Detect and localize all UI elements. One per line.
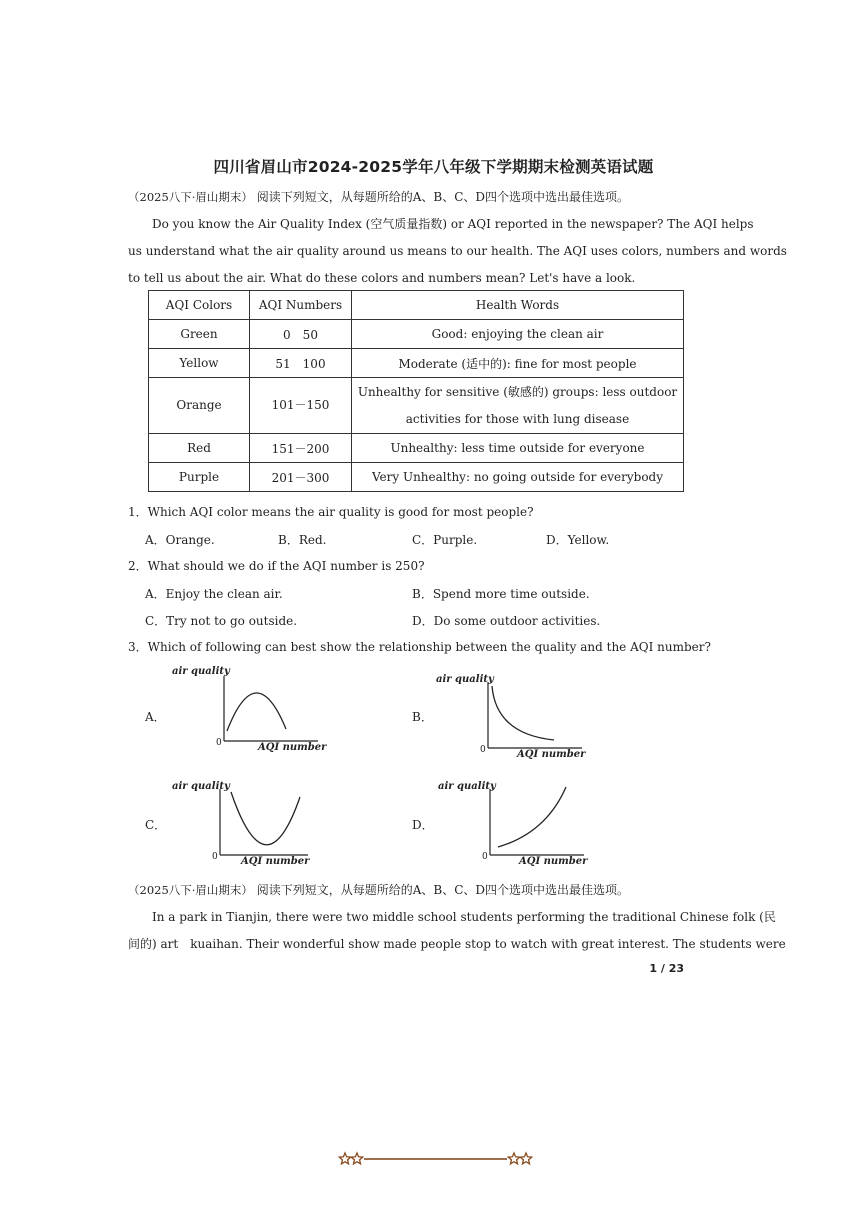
color-cell: Orange xyxy=(149,378,250,434)
star-icon xyxy=(351,1153,362,1164)
graph-d[interactable] xyxy=(436,777,596,869)
passage-line: to tell us about the air. What do these colors and numbers mean? Let's have a look. xyxy=(128,271,636,285)
y-axis-label: air quality xyxy=(436,674,494,685)
option-d[interactable]: D．Do some outdoor activities. xyxy=(412,614,601,628)
words-line: activities for those with lung disease xyxy=(405,411,630,426)
numbers-cell: 51 100 xyxy=(250,349,352,378)
curve-inverted-u xyxy=(227,693,286,731)
curve-decreasing xyxy=(492,686,554,740)
passage-line: 间的) art kuaihan. Their wonderful show made people stop to watch with great interest. The students were xyxy=(128,937,786,951)
option-c[interactable]: C． xyxy=(145,818,167,832)
color-cell: Purple xyxy=(149,463,250,492)
option-c[interactable]: C．Try not to go outside. xyxy=(145,614,298,628)
footer-ornament xyxy=(338,1151,533,1167)
x-axis-label: AQI number xyxy=(519,856,588,867)
option-d[interactable]: D．Yellow. xyxy=(546,533,610,547)
curve-u-shape xyxy=(231,792,300,845)
option-b[interactable]: B．Spend more time outside. xyxy=(412,587,590,601)
x-axis-label: AQI number xyxy=(241,856,310,867)
source-tag: （2025八下·眉山期末） xyxy=(128,190,253,204)
y-axis-label: air quality xyxy=(172,666,230,677)
option-b[interactable]: B． xyxy=(412,710,433,724)
words-line: Unhealthy for sensitive (敏感的) groups: less outdoor xyxy=(357,384,678,399)
aqi-table xyxy=(148,290,684,492)
y-axis-label: air quality xyxy=(172,781,230,792)
color-cell: Green xyxy=(149,320,250,349)
passage-line: us understand what the air quality around us means to our health. The AQI uses colors, numbers and words xyxy=(128,244,787,258)
origin-label: 0 xyxy=(212,852,218,862)
words-cell: Good: enjoying the clean air xyxy=(352,320,684,349)
color-cell: Yellow xyxy=(149,349,250,378)
option-a[interactable]: A． xyxy=(145,710,166,724)
page-number: 1 / 23 xyxy=(649,962,684,975)
numbers-cell: 101－150 xyxy=(250,378,352,434)
option-c[interactable]: C．Purple. xyxy=(412,533,478,547)
graph-c[interactable] xyxy=(170,777,330,869)
instruction-text: 阅读下列短文，从每题所给的A、B、C、D四个选项中选出最佳选项。 xyxy=(256,190,630,204)
header-cell: AQI Colors xyxy=(149,291,250,320)
words-cell: Unhealthy: less time outside for everyone xyxy=(352,434,684,463)
star-icon xyxy=(520,1153,531,1164)
words-cell: Moderate (适中的): fine for most people xyxy=(352,349,684,378)
graph-b[interactable] xyxy=(434,670,594,762)
section2-header xyxy=(128,882,629,898)
origin-label: 0 xyxy=(482,852,488,862)
source-tag: （2025八下·眉山期末） xyxy=(128,883,253,897)
origin-label: 0 xyxy=(480,745,486,755)
star-icon xyxy=(339,1153,350,1164)
graph-a[interactable] xyxy=(170,664,330,756)
x-axis-label: AQI number xyxy=(517,749,586,760)
y-axis-label: air quality xyxy=(438,781,496,792)
question-stem: 2．What should we do if the AQI number is 250? xyxy=(128,559,425,573)
table-row xyxy=(149,463,684,492)
words-cell xyxy=(352,378,684,434)
page-title: 四川省眉山市2024-2025学年八年级下学期期末检测英语试题 xyxy=(213,158,654,176)
passage-line: In a park in Tianjin, there were two middle school students performing the traditional Chinese folk (民 xyxy=(152,910,776,924)
question-stem: 1．Which AQI color means the air quality is good for most people? xyxy=(128,505,534,519)
color-cell: Red xyxy=(149,434,250,463)
table-row xyxy=(149,320,684,349)
question-stem: 3．Which of following can best show the relationship between the quality and the AQI number? xyxy=(128,640,711,654)
header-cell: AQI Numbers xyxy=(250,291,352,320)
table-row xyxy=(149,378,684,434)
numbers-cell: 201－300 xyxy=(250,463,352,492)
origin-label: 0 xyxy=(216,738,222,748)
option-d[interactable]: D． xyxy=(412,818,434,832)
instruction-text: 阅读下列短文，从每题所给的A、B、C、D四个选项中选出最佳选项。 xyxy=(256,883,630,897)
passage-line: Do you know the Air Quality Index (空气质量指数) or AQI reported in the newspaper? The AQI helps xyxy=(152,217,754,231)
x-axis-label: AQI number xyxy=(258,742,327,753)
curve-increasing xyxy=(498,787,566,847)
numbers-cell: 151－200 xyxy=(250,434,352,463)
star-icon xyxy=(508,1153,519,1164)
section1-header xyxy=(128,189,629,205)
option-a[interactable]: A．Enjoy the clean air. xyxy=(145,587,283,601)
option-b[interactable]: B．Red. xyxy=(278,533,327,547)
table-header-row xyxy=(149,291,684,320)
table-row xyxy=(149,434,684,463)
numbers-cell: 0 50 xyxy=(250,320,352,349)
words-cell: Very Unhealthy: no going outside for everybody xyxy=(352,463,684,492)
table-row xyxy=(149,349,684,378)
option-a[interactable]: A．Orange. xyxy=(145,533,215,547)
header-cell: Health Words xyxy=(352,291,684,320)
